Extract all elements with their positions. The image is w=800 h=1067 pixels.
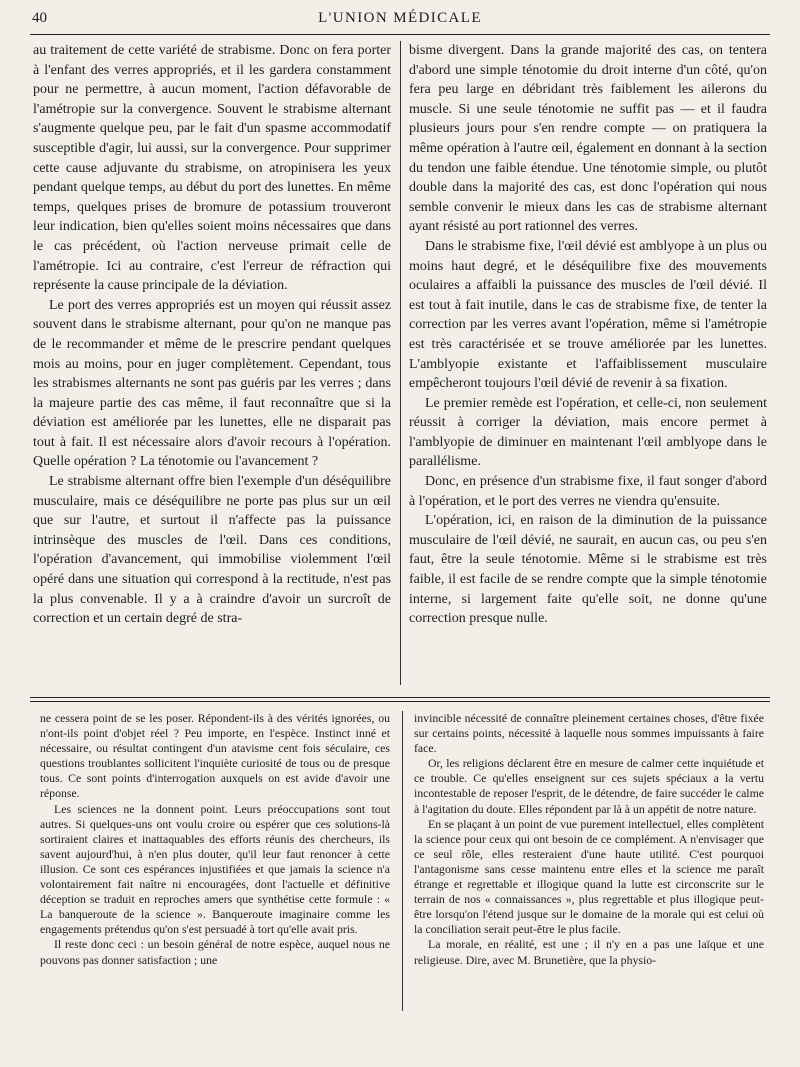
column-divider [402,711,403,1011]
paragraph: Le premier remède est l'opération, et celle-ci, non seulement réussit à corriger la déviation, mais encore permet à l'amblyopie de diminuer en maintenant l'œil amblyope dans le parallélisme. [409,395,767,470]
page-header [30,6,770,32]
paragraph: invincible nécessité de connaître pleinement certaines choses, d'être fixée sur certains points, nécessité à laquelle nous sommes impuissants à faire face. [414,711,764,756]
paragraph: Les sciences ne la donnent point. Leurs préoccupations sont tout autres. Si quelques-uns ont voulu croire ou espérer que ces solutions-là sortiraient claires et inattaquables des efforts réunis des chercheurs, ils savent aujourd'hui, à n'en plus douter, qu'il leur faut renoncer à cette illusion. Ce sont ces espérances injustifiées et que jamais la science n'a volontairement fait naître ni encouragées, dont l'actuelle et définitive déception se traduit en reproches amers que synthétise cette formule : « La banqueroute de la science ». Banqueroute imaginaire comme les engagements prétendus qu'on s'est persuadé à tort qu'elle avait pris. [40,801,390,937]
paragraph: Le port des verres appropriés est un moyen qui réussit assez souvent dans le strabisme alternant, pour qu'on ne manque pas de le recommander et même de le prescrire pendant quelques mois au moins, pour en juger complètement. Cependant, tous les strabismes alternants ne sont pas guéris par les verres ; dans la majeure partie des cas même, il faut reconnaître que si la déviation est améliorée par les lunettes, elle ne disparait pas tout à fait. Il est nécessaire alors d'avoir recours à l'opération. Quelle opération ? La ténotomie ou l'avancement ? [33,297,391,470]
paragraph: bisme divergent. Dans la grande majorité des cas, on tentera d'abord une simple ténotomie du droit interne d'un côté, qu'on fera peu large en débridant très faiblement les ailerons du muscle. Si une seule ténotomie ne suffit pas — et il faudra plusieurs jours pour s'en rendre compte — on pratiquera la même opération à l'autre œil, également en donnant à la section du tendon une faible étendue. Une ténotomie simple, ou plutôt double dans la majorité des cas, est donc l'opération qui nous semble convenir le mieux dans les cas de strabisme alternant ayant résisté au port rationnel des verres. [409,43,767,235]
feuilleton-rule-secondary [30,701,770,702]
header-rule [30,34,770,35]
feuilleton-rule [30,697,770,698]
paragraph: L'opération, ici, en raison de la diminution de la puissance musculaire de l'œil dévié, ne saurait, en aucun cas, ou peu s'en faut, être la seule ténotomie. Même si le strabisme est très faible, il est facile de se rendre compte que la simple ténotomie interne, si largement faite qu'elle soit, ne donne qu'une correction presque nulle. [409,513,767,627]
paragraph: Le strabisme alternant offre bien l'exemple d'un déséquilibre musculaire, mais ce déséquilibre ne porte pas plus sur un œil que sur l'autre, et surtout il n'affecte pas la puissance intrinsèque des muscles de l'œil. Dans ces conditions, l'opération d'avancement, qui immobilise violemment l'œil opéré dans une situation qui correspond à la rectitude, n'est pas la plus convenable. Il y a à craindre d'avoir un surcroît de correction et un certain degré de stra- [33,474,391,627]
paragraph: Or, les religions déclarent être en mesure de calmer cette inquiétude et ce trouble. Ce qu'elles enseignent sur ces sujets spéciaux a la vertu incontestable de reposer l'esprit, de le détendre, de faire succéder le calme à l'agitation du doute. Elles répondent par là à un appétit de notre nature. [414,756,764,816]
feuilleton-right-column [414,711,764,968]
paragraph: Dans le strabisme fixe, l'œil dévié est amblyope à un plus ou moins haut degré, et le déséquilibre fixe des mouvements oculaires a affaibli la puissance des muscles de l'œil dévié. Il est tout à fait inutile, dans le cas de strabisme fixe, de tenter la correction par les verres avant l'opération, même si l'amétropie est très caractérisée et se trouve améliorée par les lunettes. L'amblyopie existante et l'affaiblissement musculaire empêcheront toujours l'œil dévié de revenir à sa fixation. [409,238,767,392]
feuilleton-left-column [40,711,390,968]
paragraph: En se plaçant à un point de vue purement intellectuel, elles complètent la science pour ceux qui ont besoin de ce complément. A n'envisager que ce seul rôle, elles resteraient d'une haute utilité. C'est pourquoi l'antagonisme sans cesse maintenu entre elles et la science me paraît étrange et regrettable et illogique quand la lutte est circonscrite sur le terrain de nos « connaissances », plus regrettable et plus illogique peut-être lorsqu'on l'étend jusque sur le domaine de la morale qui est celui où la conciliation serait peut-être le plus facile. [414,816,764,937]
paragraph: La morale, en réalité, est une ; il n'y en a pas une laïque et une religieuse. Dire, avec M. Brunetière, que la physio- [414,937,764,967]
journal-title: L'UNION MÉDICALE [318,10,482,26]
paragraph: Il reste donc ceci : un besoin général de notre espèce, auquel nous ne pouvons pas donner satisfaction ; une [40,937,390,967]
main-article-right-column [409,41,767,629]
main-article-left-column [33,41,391,629]
column-divider [400,41,401,685]
page-number: 40 [32,10,47,26]
paragraph: au traitement de cette variété de strabisme. Donc on fera porter à l'enfant des verres appropriés, et il les gardera constamment pour ne permettre, à aucun moment, l'action défavorable de l'amétropie sur la convergence. Souvent le strabisme alternant s'augmente quelque peu, par le fait d'un spasme accommodatif susceptible d'agir, lui aussi, sur la convergence. Pour supprimer cette cause adjuvante du strabisme, on atropinisera les yeux pendant quelque temps, au début du port des lunettes. En même temps, quelques prises de bromure de potassium trouveront leur indication, bien qu'elles soient moins nécessaires que dans le cas précédent, où l'action nerveuse primait celle de l'amétropie. Ici au contraire, c'est l'erreur de réfraction qui représente la cause principale de la déviation. [33,43,391,294]
paragraph: Donc, en présence d'un strabisme fixe, il faut songer d'abord à l'opération, et le port des verres ne viendra qu'ensuite. [409,474,767,509]
paragraph: ne cessera point de se les poser. Répondent-ils à des vérités ignorées, ou n'ont-ils point d'objet réel ? Peu importe, en l'espèce. Instinct inné et nécessaire, ou résultat contingent d'un atavisme cent fois séculaire, ces questions troublantes sollicitent l'inquiète curiosité de tous ou de presque tous. Ce sont points d'interrogation auxquels on est avide d'avoir une réponse. [40,711,390,801]
